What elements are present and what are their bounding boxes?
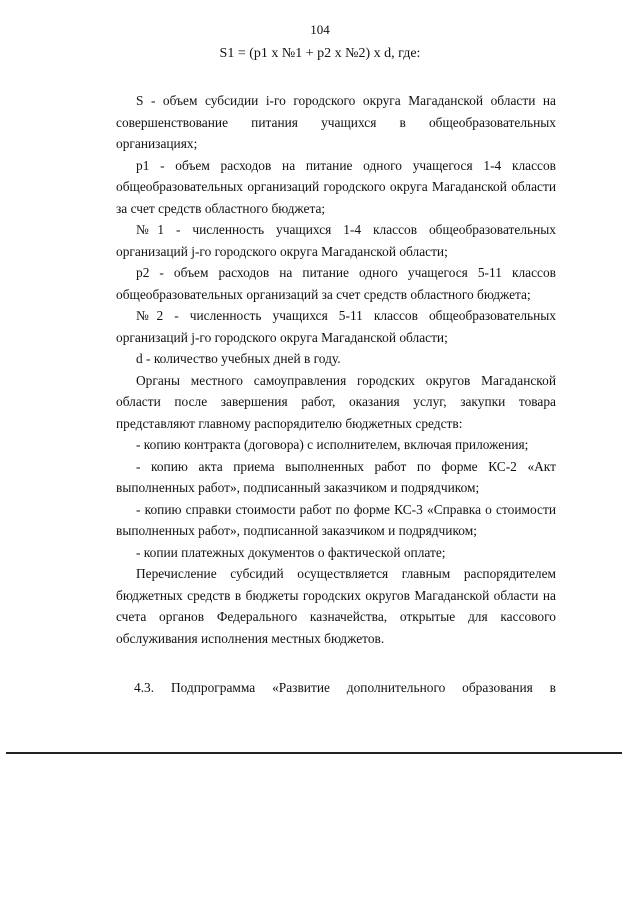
list-item-ks2-act: - копию акта приема выполненных работ по форме КС-2 «Акт выполненных работ», подписанный заказчиком и подрядчиком; (116, 458, 556, 495)
paragraph-s-definition: S - объем субсидии i-го городского округа Магаданской области на совершенствование питания учащихся в общеобразовательных организациях; (116, 93, 556, 151)
page-number: 104 (310, 22, 330, 37)
paragraph-n2-definition: №2 - численность учащихся 5-11 классов общеобразовательных организаций j-го городского округа Магаданской области; (116, 308, 556, 345)
formula-line: S1 = (p1 x №1 + p2 x №2) x d, где: (219, 46, 421, 61)
list-item-contract-copy: - копию контракта (договора) с исполнителем, включая приложения; (136, 437, 529, 452)
paragraph-local-authorities: Органы местного самоуправления городских округов Магаданской области после завершения работ, оказания услуг, закупки товара представляют главному распорядителю бюджетных средств: (116, 372, 556, 431)
paragraph-p1-definition: p1 - объем расходов на питание одного учащегося 1-4 классов общеобразовательных организаций городского округа Магаданской области за счет средств областного бюджета; (116, 157, 556, 216)
list-item-payment-documents: - копии платежных документов о фактической оплате; (136, 544, 446, 560)
list-item-ks3-certificate: - копию справки стоимости работ по форме КС-3 «Справка о стоимости выполненных работ», подписанной заказчиком и подрядчиком; (116, 501, 556, 538)
horizontal-rule (6, 752, 622, 754)
body-text (116, 90, 556, 649)
section-heading: 4.3. Подпрограмма «Развитие дополнительного образования в (134, 680, 556, 695)
paragraph-p2-definition: p2 - объем расходов на питание одного учащегося 5-11 классов общеобразовательных организаций за счет средств областного бюджета; (116, 265, 556, 302)
paragraph-subsidy-transfer: Перечисление субсидий осуществляется главным распорядителем бюджетных средств в бюджеты городских округов Магаданской области на счета органов Федерального казначейства, открытые для кассового обслуживания исполнения местных бюджетов. (116, 566, 556, 646)
paragraph-n1-definition: №1 - численность учащихся 1-4 классов общеобразовательных организаций j-го городского округа Магаданской области; (116, 222, 556, 259)
paragraph-d-definition: d - количество учебных дней в году. (136, 351, 341, 366)
